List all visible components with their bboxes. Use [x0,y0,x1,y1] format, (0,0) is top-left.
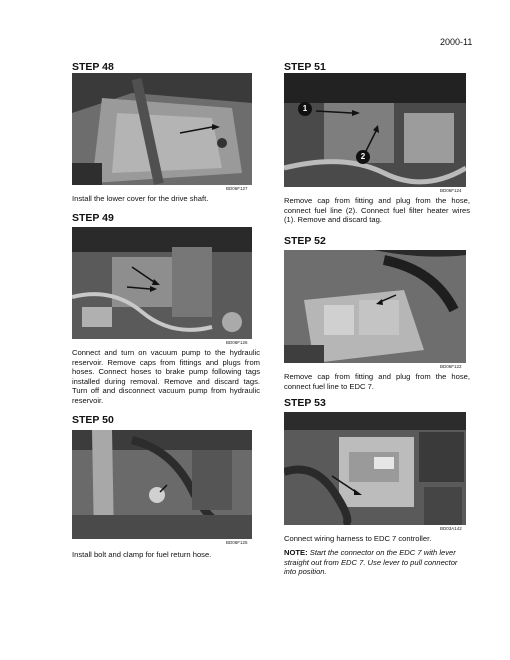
step-53-note [284,548,470,577]
callout-2: 2 [356,150,370,164]
note-label: NOTE: [284,548,308,557]
step-49-image-code: BD06F126 [226,340,248,345]
step-50-text: Install bolt and clamp for fuel return hose. [72,550,212,559]
step-48-title: STEP 48 [72,61,114,73]
page-number: 2000-11 [440,37,473,47]
step-52-title: STEP 52 [284,235,326,247]
step-52-image-code: BD06F122 [440,364,462,369]
step-50-photo [72,430,252,539]
step-53-title: STEP 53 [284,397,326,409]
step-53-photo [284,412,466,525]
step-48-photo [72,73,252,185]
step-51-photo [284,73,466,187]
step-51-title: STEP 51 [284,61,326,73]
step-48-image-code: BD06F127 [226,186,248,191]
step-49-photo [72,227,252,339]
step-49-title: STEP 49 [72,212,114,224]
step-48-text: Install the lower cover for the drive shaft. [72,194,209,203]
step-52-text: Remove cap from fitting and plug from the hose, connect fuel line to EDC 7. [284,372,470,391]
step-50-image-code: BD06F125 [226,540,248,545]
step-53-text: Connect wiring harness to EDC 7 controller. [284,534,432,543]
step-51-text: Remove cap from fitting and plug from the hose, connect fuel line (2). Connect fuel filter heater wires (1). Remove and discard tag. [284,196,470,225]
step-49-text: Connect and turn on vacuum pump to the hydraulic reservoir. Remove caps from fittings and plugs from hoses. Connect hoses to brake pump following tags installed during removal. Remove and discard tags. Turn off and disconnect vacuum pump from hydraulic reservoir. [72,348,260,405]
step-51-image-code: BD06F124 [440,188,462,193]
callout-1: 1 [298,102,312,116]
step-52-photo [284,250,466,363]
note-text: Start the connector on the EDC 7 with lever straight out from EDC 7. Use lever to pull connector into position. [284,548,458,577]
step-53-image-code: BD03A142 [440,526,462,531]
step-50-title: STEP 50 [72,414,114,426]
